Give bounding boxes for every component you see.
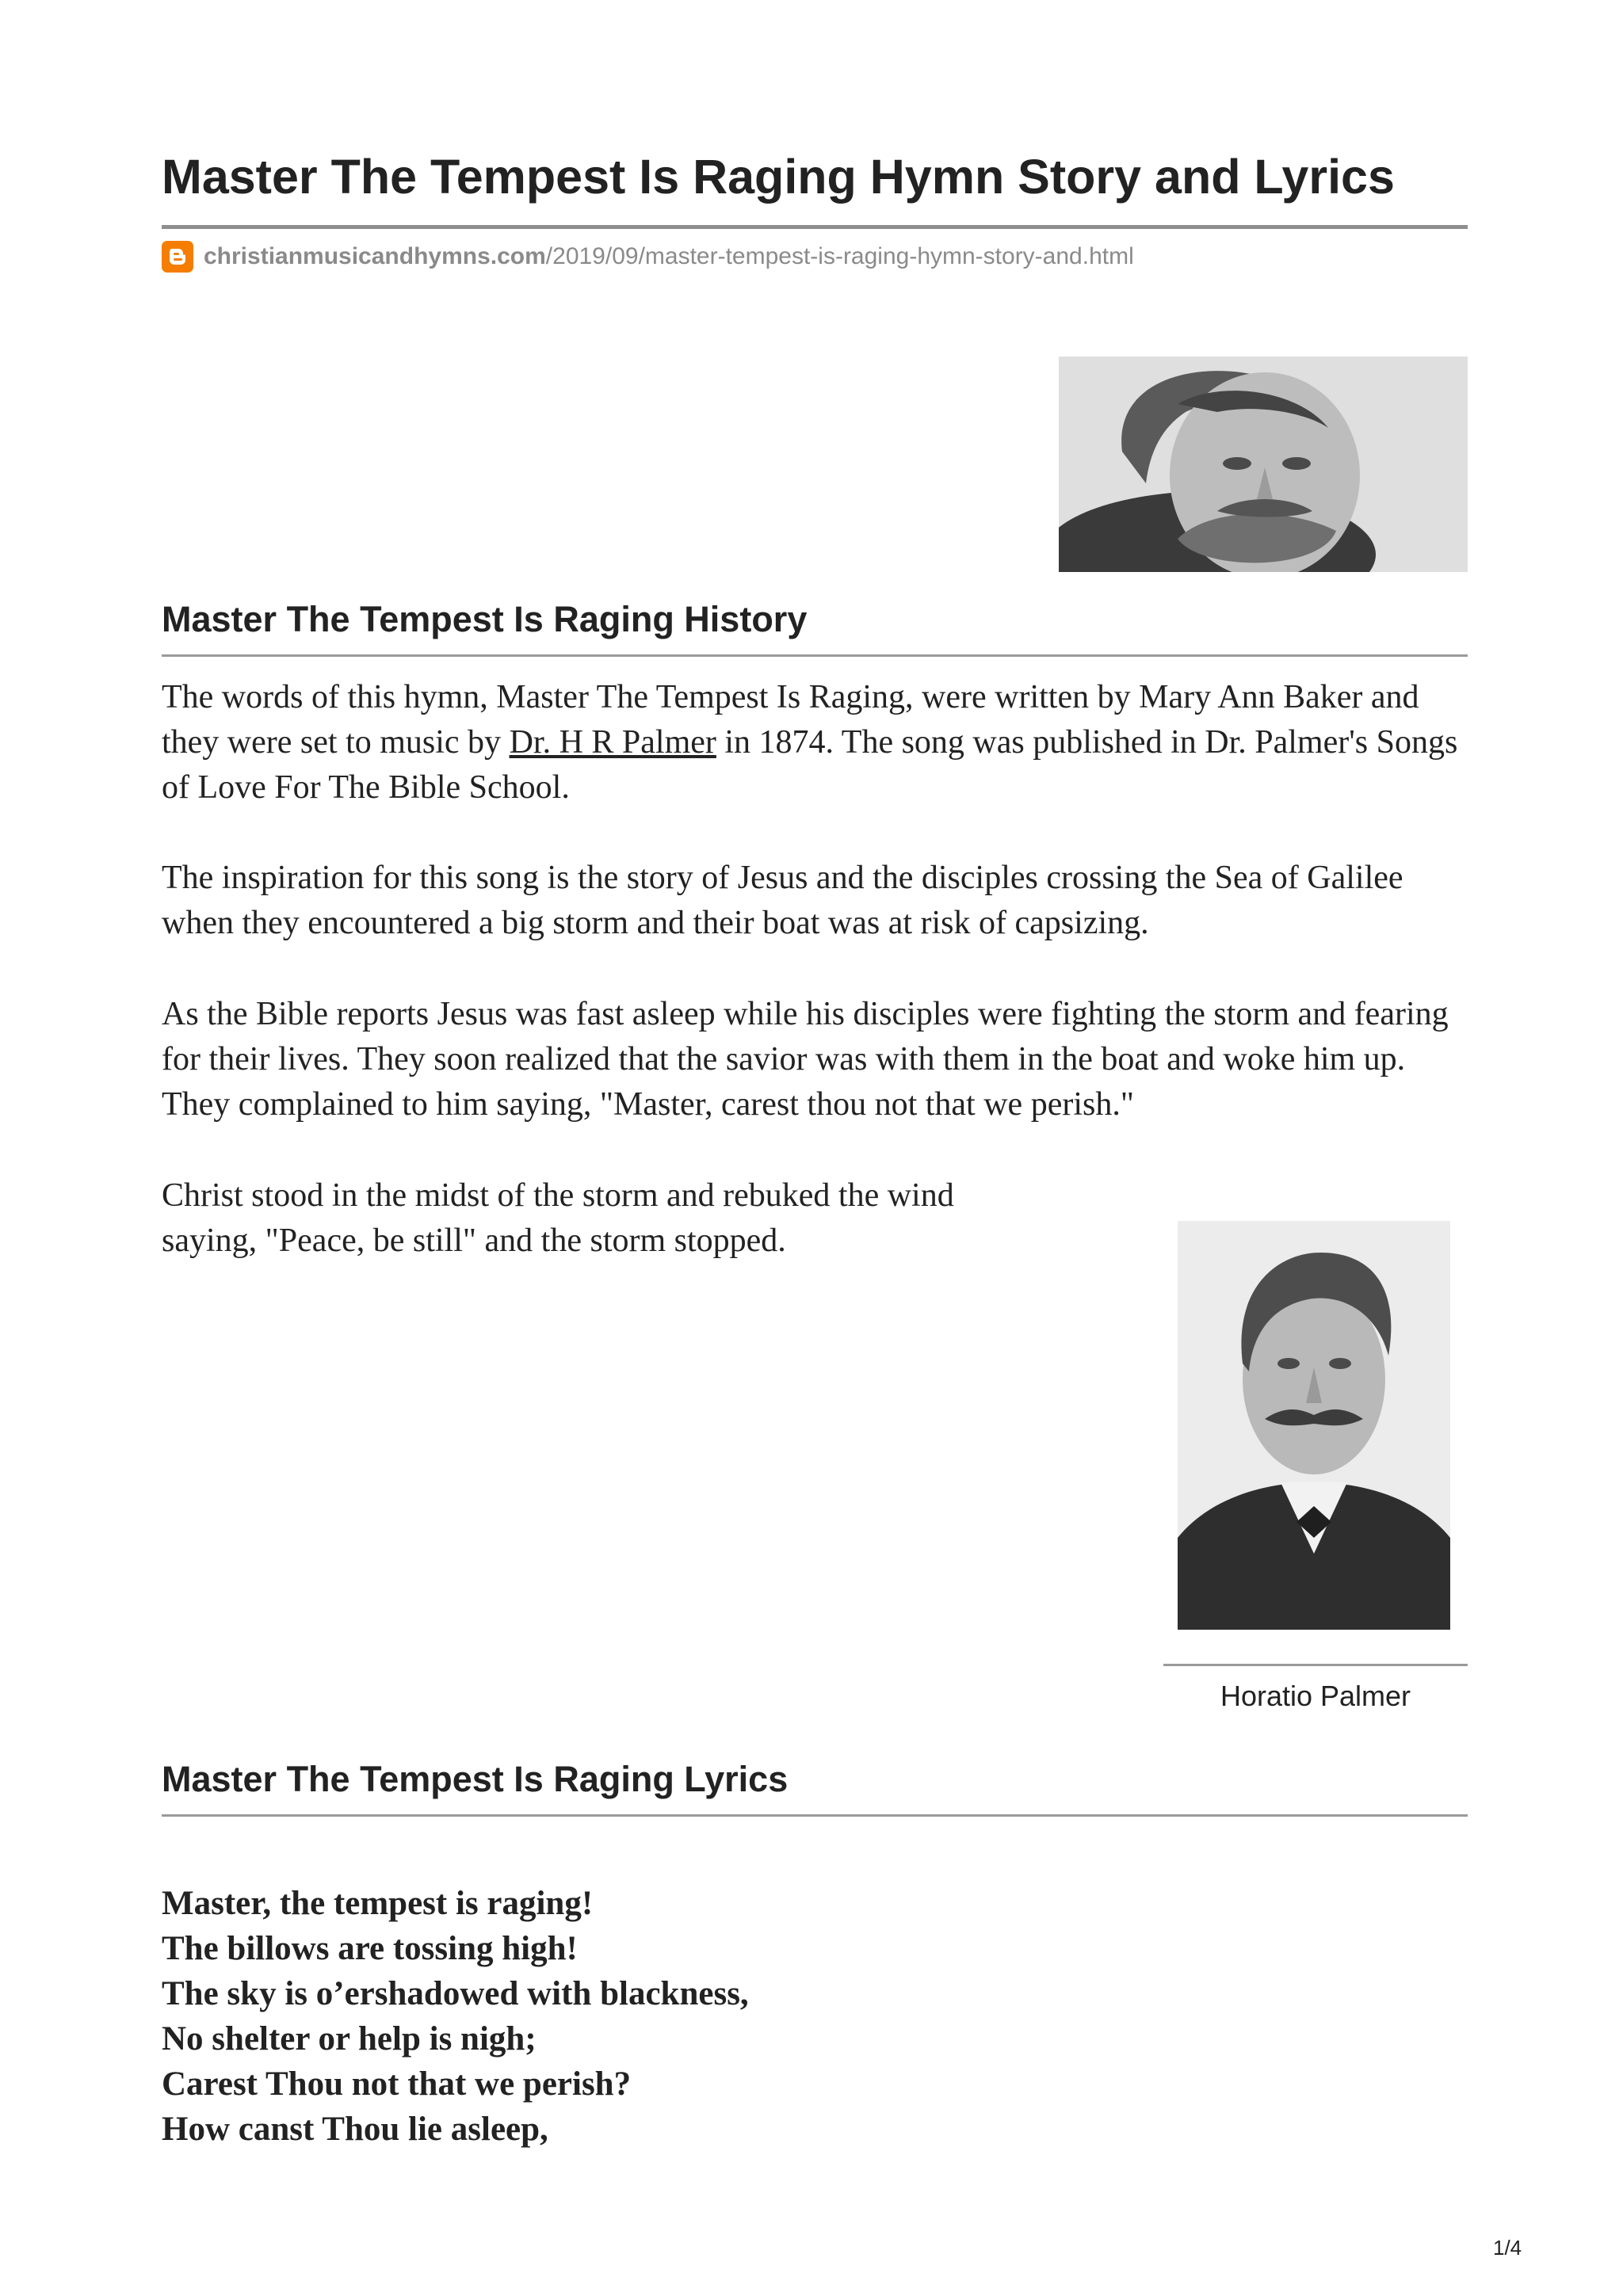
lyric-line: No shelter or help is nigh; [162, 2020, 537, 2058]
portrait-photo-top [1059, 357, 1468, 572]
lyric-line: Master, the tempest is raging! [162, 1885, 594, 1922]
history-paragraph-4: Christ stood in the midst of the storm and rebuked the wind saying, "Peace, be still" and the storm stopped. [162, 1177, 954, 1259]
photo-caption: Horatio Palmer [1220, 1680, 1411, 1712]
portrait-photo-palmer [1178, 1221, 1450, 1630]
lyric-line: How canst Thou lie asleep, [162, 2111, 548, 2148]
history-heading: Master The Tempest Is Raging History [162, 599, 808, 639]
history-paragraph-2: The inspiration for this song is the story of Jesus and the disciples crossing the Sea of Galilee when they encountered a big storm and their boat was at risk of capsizing. [162, 860, 1403, 941]
history-heading-divider [162, 654, 1468, 657]
palmer-link[interactable]: Dr. H R Palmer [509, 724, 716, 761]
blogger-icon [162, 241, 193, 273]
lyrics-heading-divider [162, 1814, 1468, 1817]
page-number: 1/4 [1493, 2236, 1522, 2260]
lyric-line: The sky is o’ershadowed with blackness, [162, 1975, 749, 2012]
page-title: Master The Tempest Is Raging Hymn Story and Lyrics [162, 150, 1395, 204]
source-url[interactable] [162, 239, 1134, 274]
url-domain[interactable]: christianmusicandhymns.com [204, 243, 546, 269]
lyric-line: The billows are tossing high! [162, 1930, 578, 1967]
history-paragraph-1: The words of this hymn, Master The Tempest Is Raging, were written by Mary Ann Baker and they were set to music by Dr. H R Palmer in 1874. The song was published in Dr. Palmer's Songs of Love For The Bible School. [162, 679, 1458, 806]
lyrics-block [162, 1881, 749, 2152]
history-paragraph-3: As the Bible reports Jesus was fast asleep while his disciples were fighting the storm and fearing for their lives. They soon realized that the savior was with them in the boat and woke him up. They complained to him saying, "Master, carest thou not that we perish." [162, 996, 1449, 1123]
url-path[interactable]: /2019/09/master-tempest-is-raging-hymn-story-and.html [545, 243, 1134, 269]
lyrics-heading: Master The Tempest Is Raging Lyrics [162, 1759, 789, 1799]
title-divider [162, 225, 1468, 229]
caption-divider [1163, 1664, 1468, 1666]
lyric-line: Carest Thou not that we perish? [162, 2065, 632, 2103]
